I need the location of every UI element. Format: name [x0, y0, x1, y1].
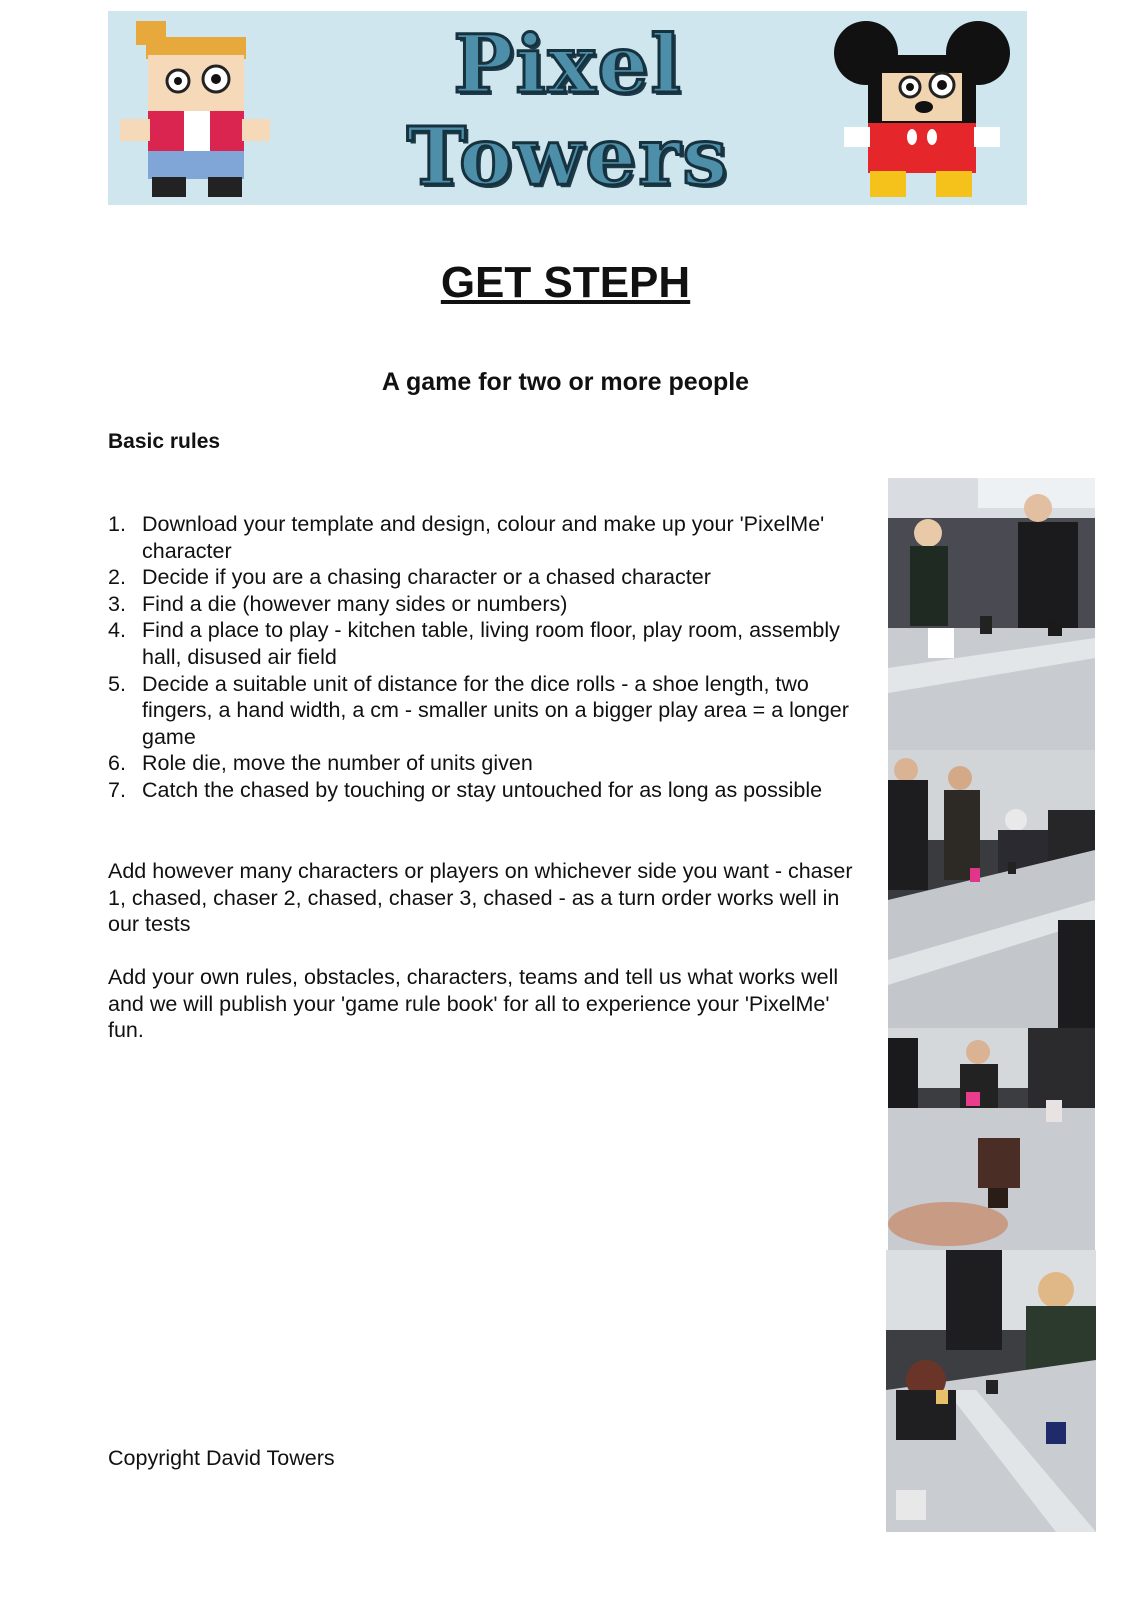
- copyright-text: Copyright David Towers: [108, 1446, 335, 1470]
- rule-number: 7.: [108, 777, 126, 802]
- paragraph-turn-order: Add however many characters or players on whichever side you want - chaser 1, chased, chaser 2, chased, chaser 3, chased - as a turn order works well in our tests: [108, 859, 853, 937]
- rule-number: 4.: [108, 618, 126, 643]
- photo-4: [886, 1250, 1096, 1532]
- rule-item: [108, 511, 858, 564]
- rule-item: [108, 617, 858, 670]
- rule-text: Find a place to play - kitchen table, living room floor, play room, assembly hall, disused air field: [142, 618, 840, 669]
- pixel-character-boy-icon: [114, 19, 274, 199]
- rule-text: Decide a suitable unit of distance for the dice rolls - a shoe length, two fingers, a hand width, a cm - smaller units on a bigger play area = a longer game: [142, 671, 849, 749]
- rule-item: [108, 591, 858, 618]
- rule-text: Find a die (however many sides or numbers): [142, 591, 568, 616]
- rule-text: Role die, move the number of units given: [142, 751, 533, 776]
- rule-number: 3.: [108, 591, 126, 616]
- banner-title-line2: Towers: [406, 109, 730, 203]
- rule-text: Catch the chased by touching or stay untouched for as long as possible: [142, 777, 823, 802]
- page-title: GET STEPH: [440, 258, 691, 307]
- section-heading-basic-rules: Basic rules: [108, 430, 221, 453]
- pixel-character-mouse-icon: [832, 15, 1012, 201]
- rule-number: 1.: [108, 512, 126, 536]
- rule-item: [108, 671, 858, 751]
- photo-1: [888, 478, 1095, 750]
- rule-item: [108, 564, 858, 591]
- header-banner: [108, 11, 1027, 205]
- paragraph-add-rules: Add your own rules, obstacles, characters, teams and tell us what works well and we will publish your 'game rule book' for all to experience your 'PixelMe' fun.: [108, 965, 839, 1043]
- rule-item: [108, 750, 858, 777]
- banner-title-line1: Pixel: [453, 17, 683, 111]
- rule-number: 2.: [108, 565, 126, 590]
- photo-2: [888, 750, 1095, 1028]
- rule-text: Download your template and design, colour and make up your 'PixelMe' character: [142, 512, 825, 563]
- rule-text: Decide if you are a chasing character or a chased character: [142, 565, 711, 590]
- rules-list: [108, 511, 858, 804]
- rule-item: [108, 777, 858, 804]
- photo-3: [888, 1028, 1095, 1250]
- rule-number: 5.: [108, 671, 126, 696]
- rule-number: 6.: [108, 751, 126, 776]
- page-subtitle: A game for two or more people: [381, 368, 750, 396]
